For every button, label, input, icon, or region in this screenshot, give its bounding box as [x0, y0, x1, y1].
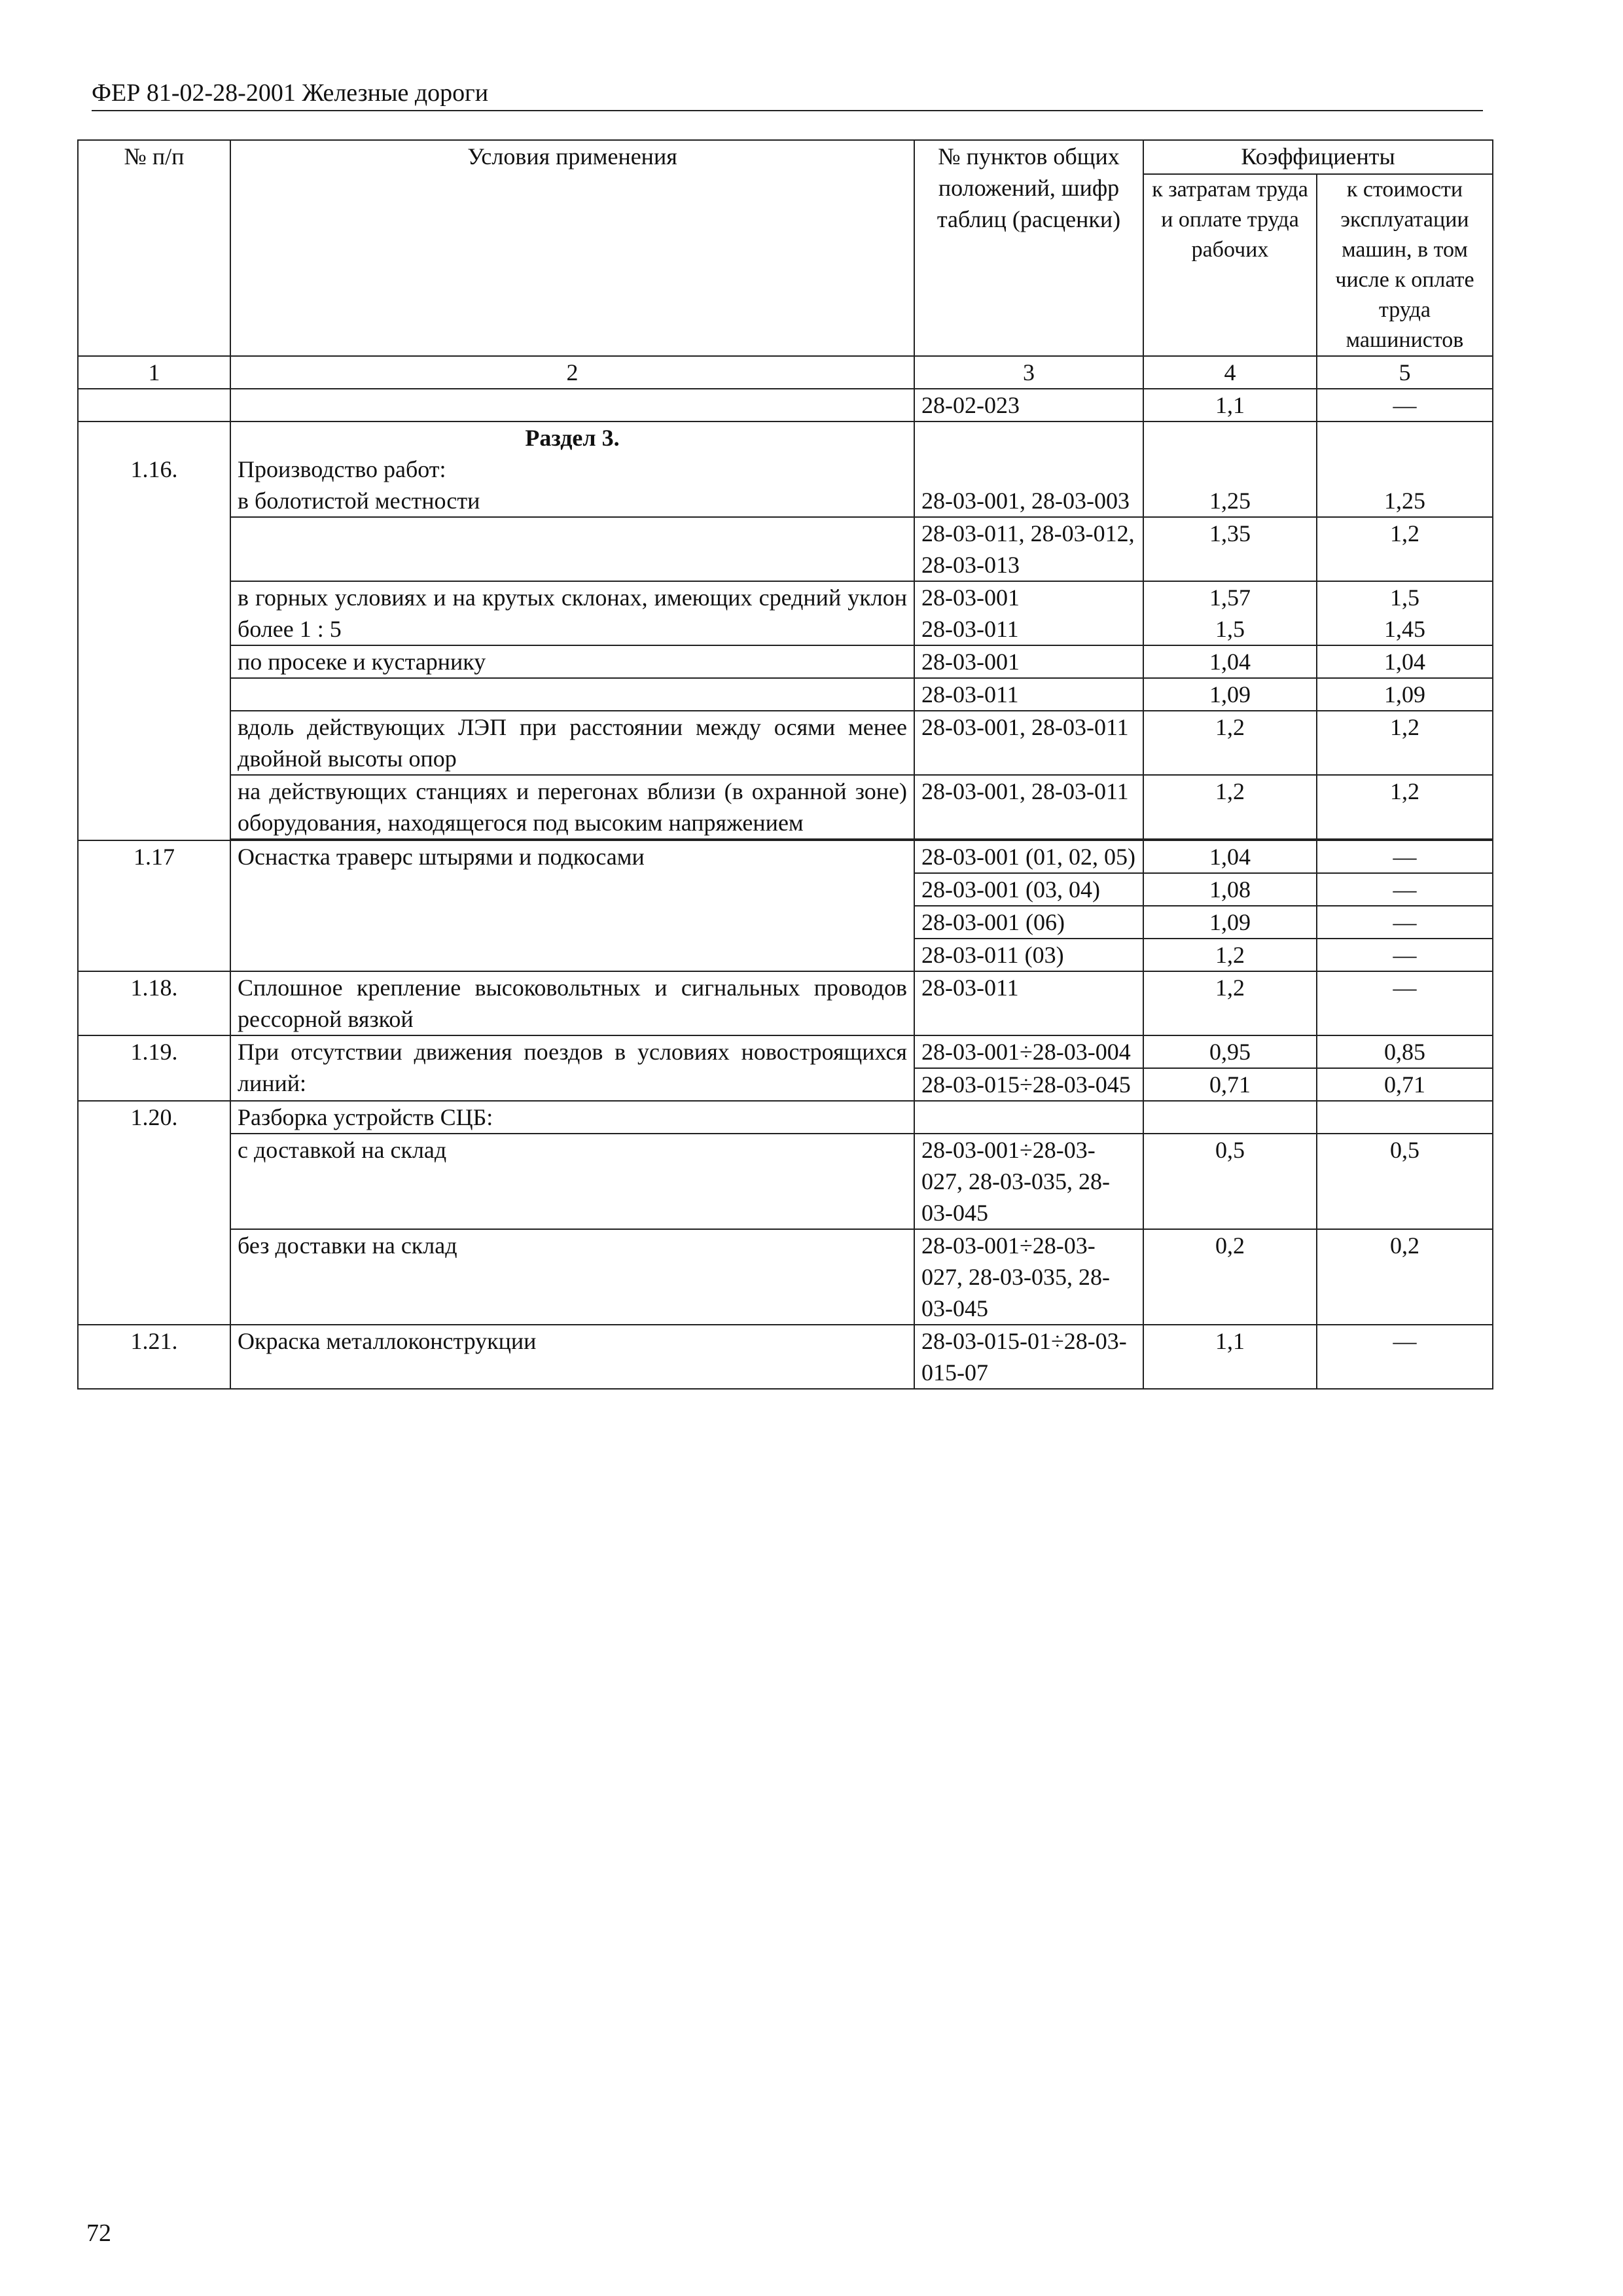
labor-coef: 1,09: [1143, 906, 1317, 939]
labor-coef: 1,35: [1143, 517, 1317, 581]
ref-cell: 28-03-011 (03): [914, 939, 1143, 971]
table-row: [78, 389, 1493, 422]
table-row: [78, 581, 1493, 645]
table-row: [78, 711, 1493, 775]
ref-line: 28-03-001: [921, 584, 1020, 611]
item-number: 1.18.: [78, 971, 230, 1035]
ref-cell: 28-03-011: [914, 678, 1143, 711]
header-num: № п/п: [78, 140, 230, 356]
machine-coef: —: [1317, 389, 1493, 422]
labor-coef: 1,2: [1143, 939, 1317, 971]
labor-coef: 1,5: [1215, 616, 1245, 642]
condition-text: с доставкой на склад: [230, 1134, 914, 1229]
condition-text: без доставки на склад: [230, 1229, 914, 1325]
col-number: 2: [230, 356, 914, 389]
condition-text: по просеке и кустарнику: [230, 645, 914, 678]
condition-text: на действующих станциях и перегонах вблизи (в охранной зоне) оборудования, находящегося под высоким напряжением: [230, 775, 914, 839]
machine-coef: 0,5: [1317, 1134, 1493, 1229]
labor-coef: 1,04: [1143, 645, 1317, 678]
col-number: 4: [1143, 356, 1317, 389]
condition-text: Производство работ:: [238, 456, 446, 482]
item-number: 1.17: [78, 840, 230, 971]
table-row: [78, 517, 1493, 581]
labor-coef: 1,2: [1143, 775, 1317, 839]
ref-cell: 28-03-015÷28-03-045: [914, 1068, 1143, 1101]
machine-coef: 0,71: [1317, 1068, 1493, 1101]
ref-cell: 28-03-001, 28-03-003: [914, 422, 1143, 517]
condition-text: Разборка устройств СЦБ:: [230, 1101, 914, 1134]
condition-text: Сплошное крепление высоковольтных и сигнальных проводов рессорной вязкой: [230, 971, 914, 1035]
labor-coef: 0,71: [1143, 1068, 1317, 1101]
table-row: [78, 971, 1493, 1035]
table-row: [78, 1035, 1493, 1068]
table-row: [78, 1229, 1493, 1325]
labor-coef: 1,09: [1143, 678, 1317, 711]
table-row: [78, 840, 1493, 873]
labor-coef: 1,04: [1143, 840, 1317, 873]
col-number: 1: [78, 356, 230, 389]
header-conditions: Условия применения: [230, 140, 914, 356]
coefficients-table: [77, 139, 1493, 1390]
labor-coef: 1,08: [1143, 873, 1317, 906]
condition-text: в горных условиях и на крутых склонах, имеющих средний уклон более 1 : 5: [230, 581, 914, 645]
machine-coef: 1,5: [1390, 584, 1419, 611]
header-ref: № пунктов общих положений, шифр таблиц (расценки): [914, 140, 1143, 356]
machine-coef: 1,2: [1317, 711, 1493, 775]
ref-cell: 28-03-001, 28-03-011: [914, 711, 1143, 775]
machine-coef: —: [1317, 971, 1493, 1035]
ref-cell: 28-03-001 (01, 02, 05): [914, 840, 1143, 873]
machine-coef: 1,2: [1317, 775, 1493, 839]
ref-cell: 28-03-001÷28-03-027, 28-03-035, 28-03-045: [914, 1229, 1143, 1325]
item-number: 1.19.: [78, 1035, 230, 1101]
table-row: [78, 422, 1493, 517]
header-machines: к стоимости эксплуатации машин, в том числе к оплате труда машинистов: [1317, 174, 1493, 356]
table-row: [78, 678, 1493, 711]
labor-coef: 1,25: [1143, 422, 1317, 517]
header-labor: к затратам труда и оплате труда рабочих: [1143, 174, 1317, 356]
ref-cell: 28-03-015-01÷28-03-015-07: [914, 1325, 1143, 1389]
page-number: 72: [86, 2219, 111, 2247]
table-row: [78, 1134, 1493, 1229]
machine-coef: 1,09: [1317, 678, 1493, 711]
table-row: [78, 645, 1493, 678]
machine-coef: 1,2: [1317, 517, 1493, 581]
table-row: [78, 1101, 1493, 1134]
item-number: 1.16.: [78, 422, 230, 840]
header-coefficients: Коэффициенты: [1143, 140, 1493, 174]
condition-text: При отсутствии движения поездов в условиях новостроящихся линий:: [230, 1035, 914, 1101]
condition-text: Оснастка траверс штырями и подкосами: [230, 840, 914, 971]
table-row: [78, 1325, 1493, 1389]
section-title: Раздел 3.: [525, 425, 620, 451]
labor-coef: 1,2: [1143, 971, 1317, 1035]
machine-coef: 0,2: [1317, 1229, 1493, 1325]
labor-coef: 0,2: [1143, 1229, 1317, 1325]
labor-coef: 1,57: [1209, 584, 1251, 611]
labor-coef: 0,95: [1143, 1035, 1317, 1068]
condition-text: вдоль действующих ЛЭП при расстоянии между осями менее двойной высоты опор: [230, 711, 914, 775]
machine-coef: —: [1317, 906, 1493, 939]
machine-coef: 1,04: [1317, 645, 1493, 678]
machine-coef: 1,25: [1317, 422, 1493, 517]
ref-cell: 28-03-011, 28-03-012, 28-03-013: [914, 517, 1143, 581]
ref-cell: 28-03-001 (03, 04): [914, 873, 1143, 906]
ref-cell: 28-03-001: [914, 645, 1143, 678]
ref-cell: 28-03-001 (06): [914, 906, 1143, 939]
item-number: 1.20.: [78, 1101, 230, 1325]
labor-coef: 0,5: [1143, 1134, 1317, 1229]
ref-cell: 28-03-001, 28-03-011: [914, 775, 1143, 839]
item-number: 1.21.: [78, 1325, 230, 1389]
condition-text: в болотистой местности: [238, 488, 480, 514]
machine-coef: 1,45: [1384, 616, 1425, 642]
machine-coef: —: [1317, 939, 1493, 971]
col-number: 5: [1317, 356, 1493, 389]
machine-coef: 0,85: [1317, 1035, 1493, 1068]
labor-coef: 1,1: [1143, 1325, 1317, 1389]
ref-line: 28-03-011: [921, 616, 1019, 642]
page-header: ФЕР 81-02-28-2001 Железные дороги: [92, 77, 1483, 111]
condition-text: Окраска металлоконструкции: [230, 1325, 914, 1389]
ref-cell: 28-03-001÷28-03-004: [914, 1035, 1143, 1068]
labor-coef: 1,1: [1143, 389, 1317, 422]
ref-cell: 28-03-001÷28-03-027, 28-03-035, 28-03-045: [914, 1134, 1143, 1229]
machine-coef: —: [1317, 840, 1493, 873]
labor-coef: 1,2: [1143, 711, 1317, 775]
machine-coef: —: [1317, 1325, 1493, 1389]
table-row: [78, 775, 1493, 839]
machine-coef: —: [1317, 873, 1493, 906]
col-number: 3: [914, 356, 1143, 389]
ref-cell: 28-02-023: [914, 389, 1143, 422]
ref-cell: 28-03-011: [914, 971, 1143, 1035]
